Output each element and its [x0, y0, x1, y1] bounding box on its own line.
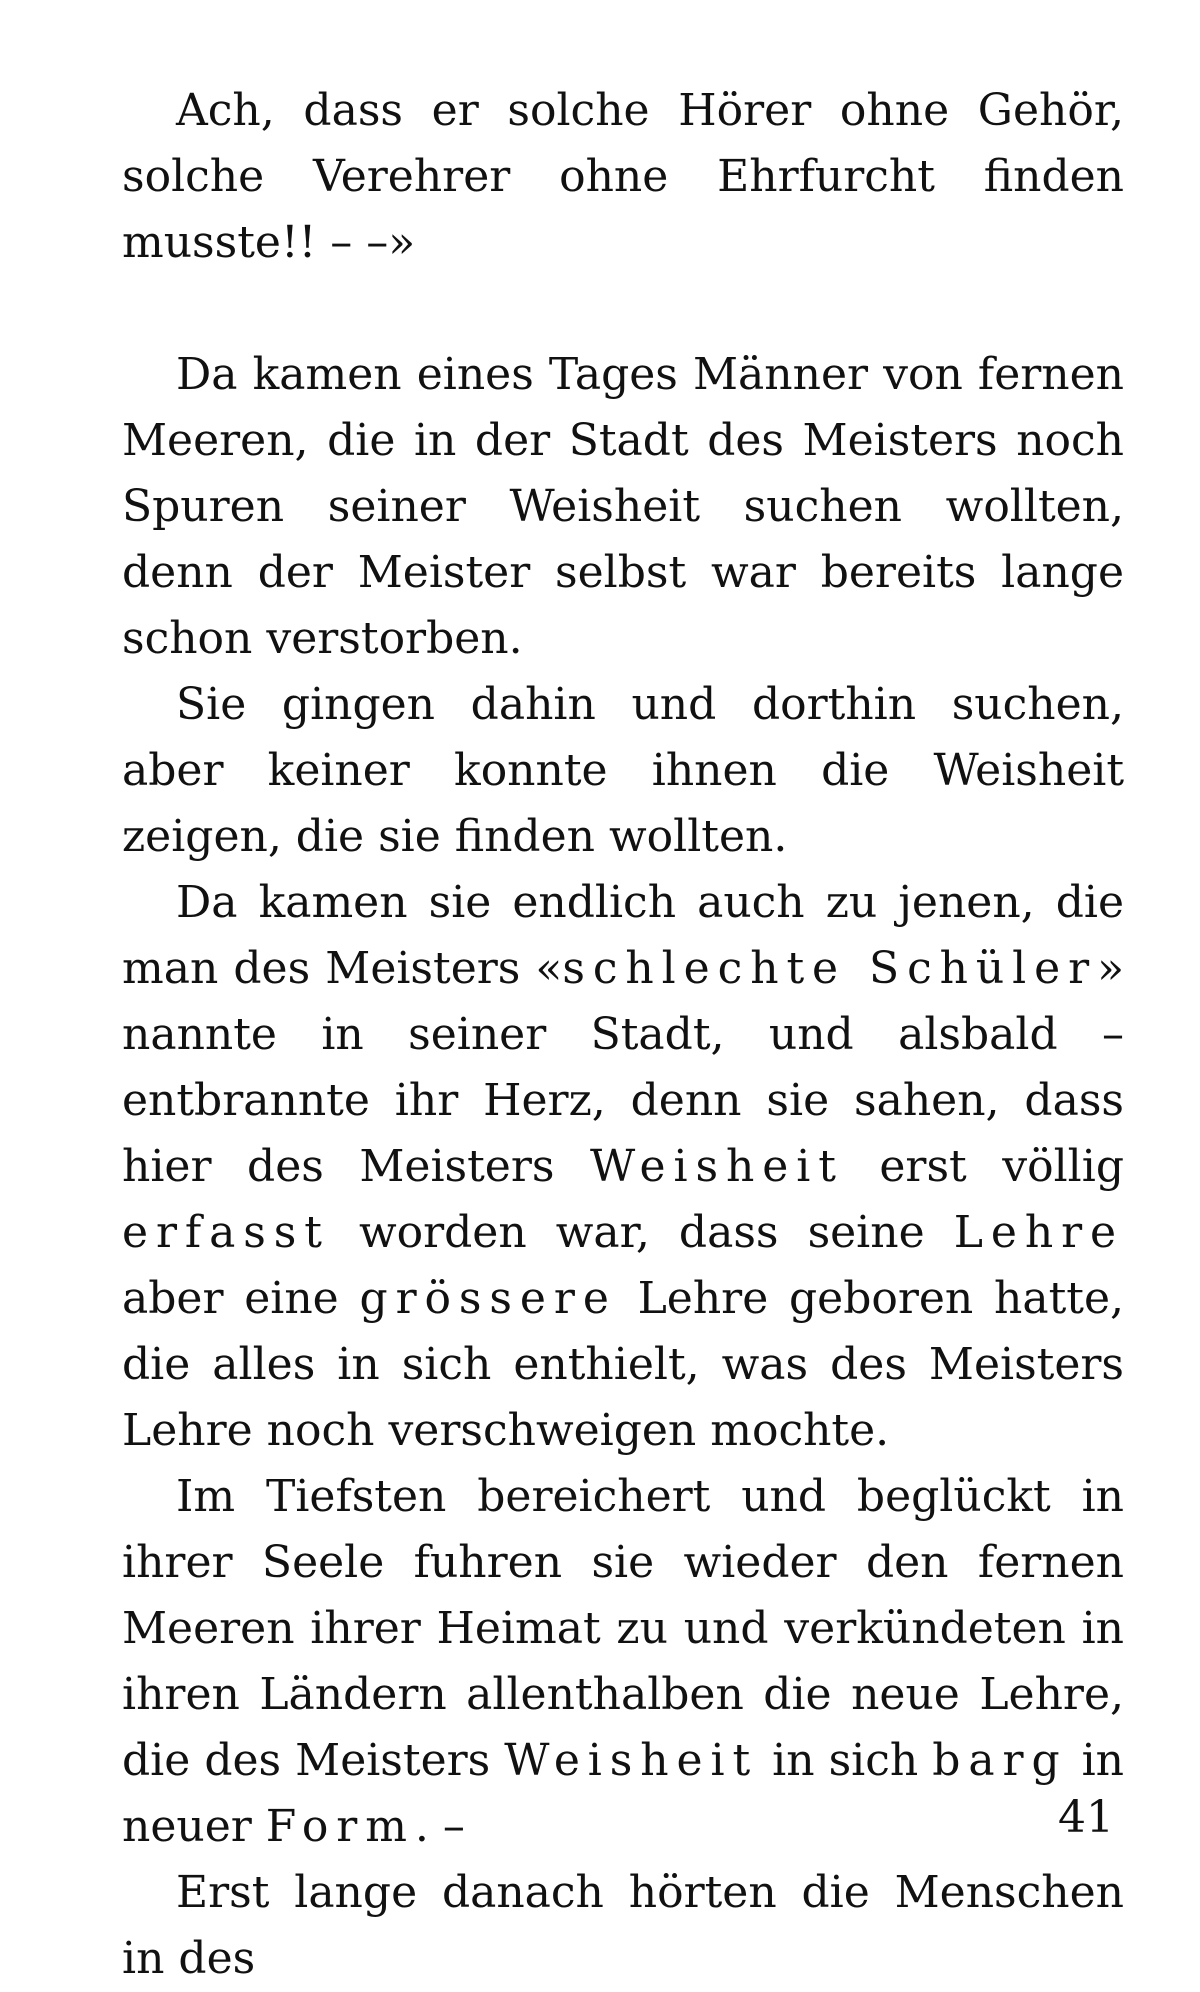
paragraph-5 — [122, 1464, 1124, 1860]
paragraph-6 — [122, 1860, 1124, 1992]
paragraph-5-text: in neuer — [122, 1735, 1124, 1852]
paragraph-4-text: Lehre geboren hatte, die alles in sich enthielt, was des Meisters Lehre noch verschweigen mochte. — [122, 1273, 1124, 1456]
paragraph-1 — [122, 78, 1124, 276]
paragraph-2 — [122, 342, 1124, 672]
paragraph-1-text: Ach, dass er solche Hörer ohne Gehör, solche Verehrer ohne Ehrfurcht finden musste!! – –» — [122, 85, 1124, 268]
body-text — [122, 78, 1124, 1992]
emphasis-lehre: Lehre — [953, 1207, 1124, 1258]
emphasis-weisheit: Weisheit — [590, 1141, 844, 1192]
paragraph-4 — [122, 870, 1124, 1464]
emphasis-schlechte-schueler: schlechte Schüler — [562, 943, 1098, 994]
paragraph-5-text: in sich — [758, 1735, 933, 1786]
emphasis-erfasst: erfasst — [122, 1207, 330, 1258]
paragraph-4-text: erst völlig — [843, 1141, 1124, 1192]
paragraph-3 — [122, 672, 1124, 870]
paragraph-4-text: worden war, dass seine — [329, 1207, 954, 1258]
paragraph-2-text: Da kamen eines Tages Männer von fernen Meeren, die in der Stadt des Meisters noch Spuren seiner Weisheit suchen wollten, denn der Meister selbst war bereits lange schon verstorben. — [122, 349, 1124, 664]
paragraph-4-text: » nannte in seiner Stadt, und alsbald – entbrannte ihr Herz, denn sie sahen, dass hier des Meisters — [122, 943, 1124, 1192]
paragraph-5-text: Im Tiefsten bereichert und beglückt in ihrer Seele fuhren sie wieder den fernen Meeren ihrer Heimat zu und verkündeten in ihren Ländern allenthalben die neue Lehre, die des Meisters — [122, 1471, 1124, 1786]
paragraph-4-text: aber eine — [122, 1273, 360, 1324]
page-number: 41 — [1058, 1792, 1114, 1843]
emphasis-barg: barg — [932, 1735, 1068, 1786]
paragraph-4-text: Da kamen sie endlich auch zu jenen, die man des Meisters « — [122, 877, 1124, 994]
paragraph-5-text: . – — [414, 1801, 465, 1852]
paragraph-6-text: Erst lange danach hörten die Menschen in des — [122, 1867, 1124, 1984]
emphasis-form: Form — [265, 1801, 415, 1852]
emphasis-groessere: grössere — [359, 1273, 617, 1324]
paragraph-3-text: Sie gingen dahin und dorthin suchen, aber keiner konnte ihnen die Weisheit zeigen, die sie finden wollten. — [122, 679, 1124, 862]
emphasis-weisheit: Weisheit — [504, 1735, 759, 1786]
